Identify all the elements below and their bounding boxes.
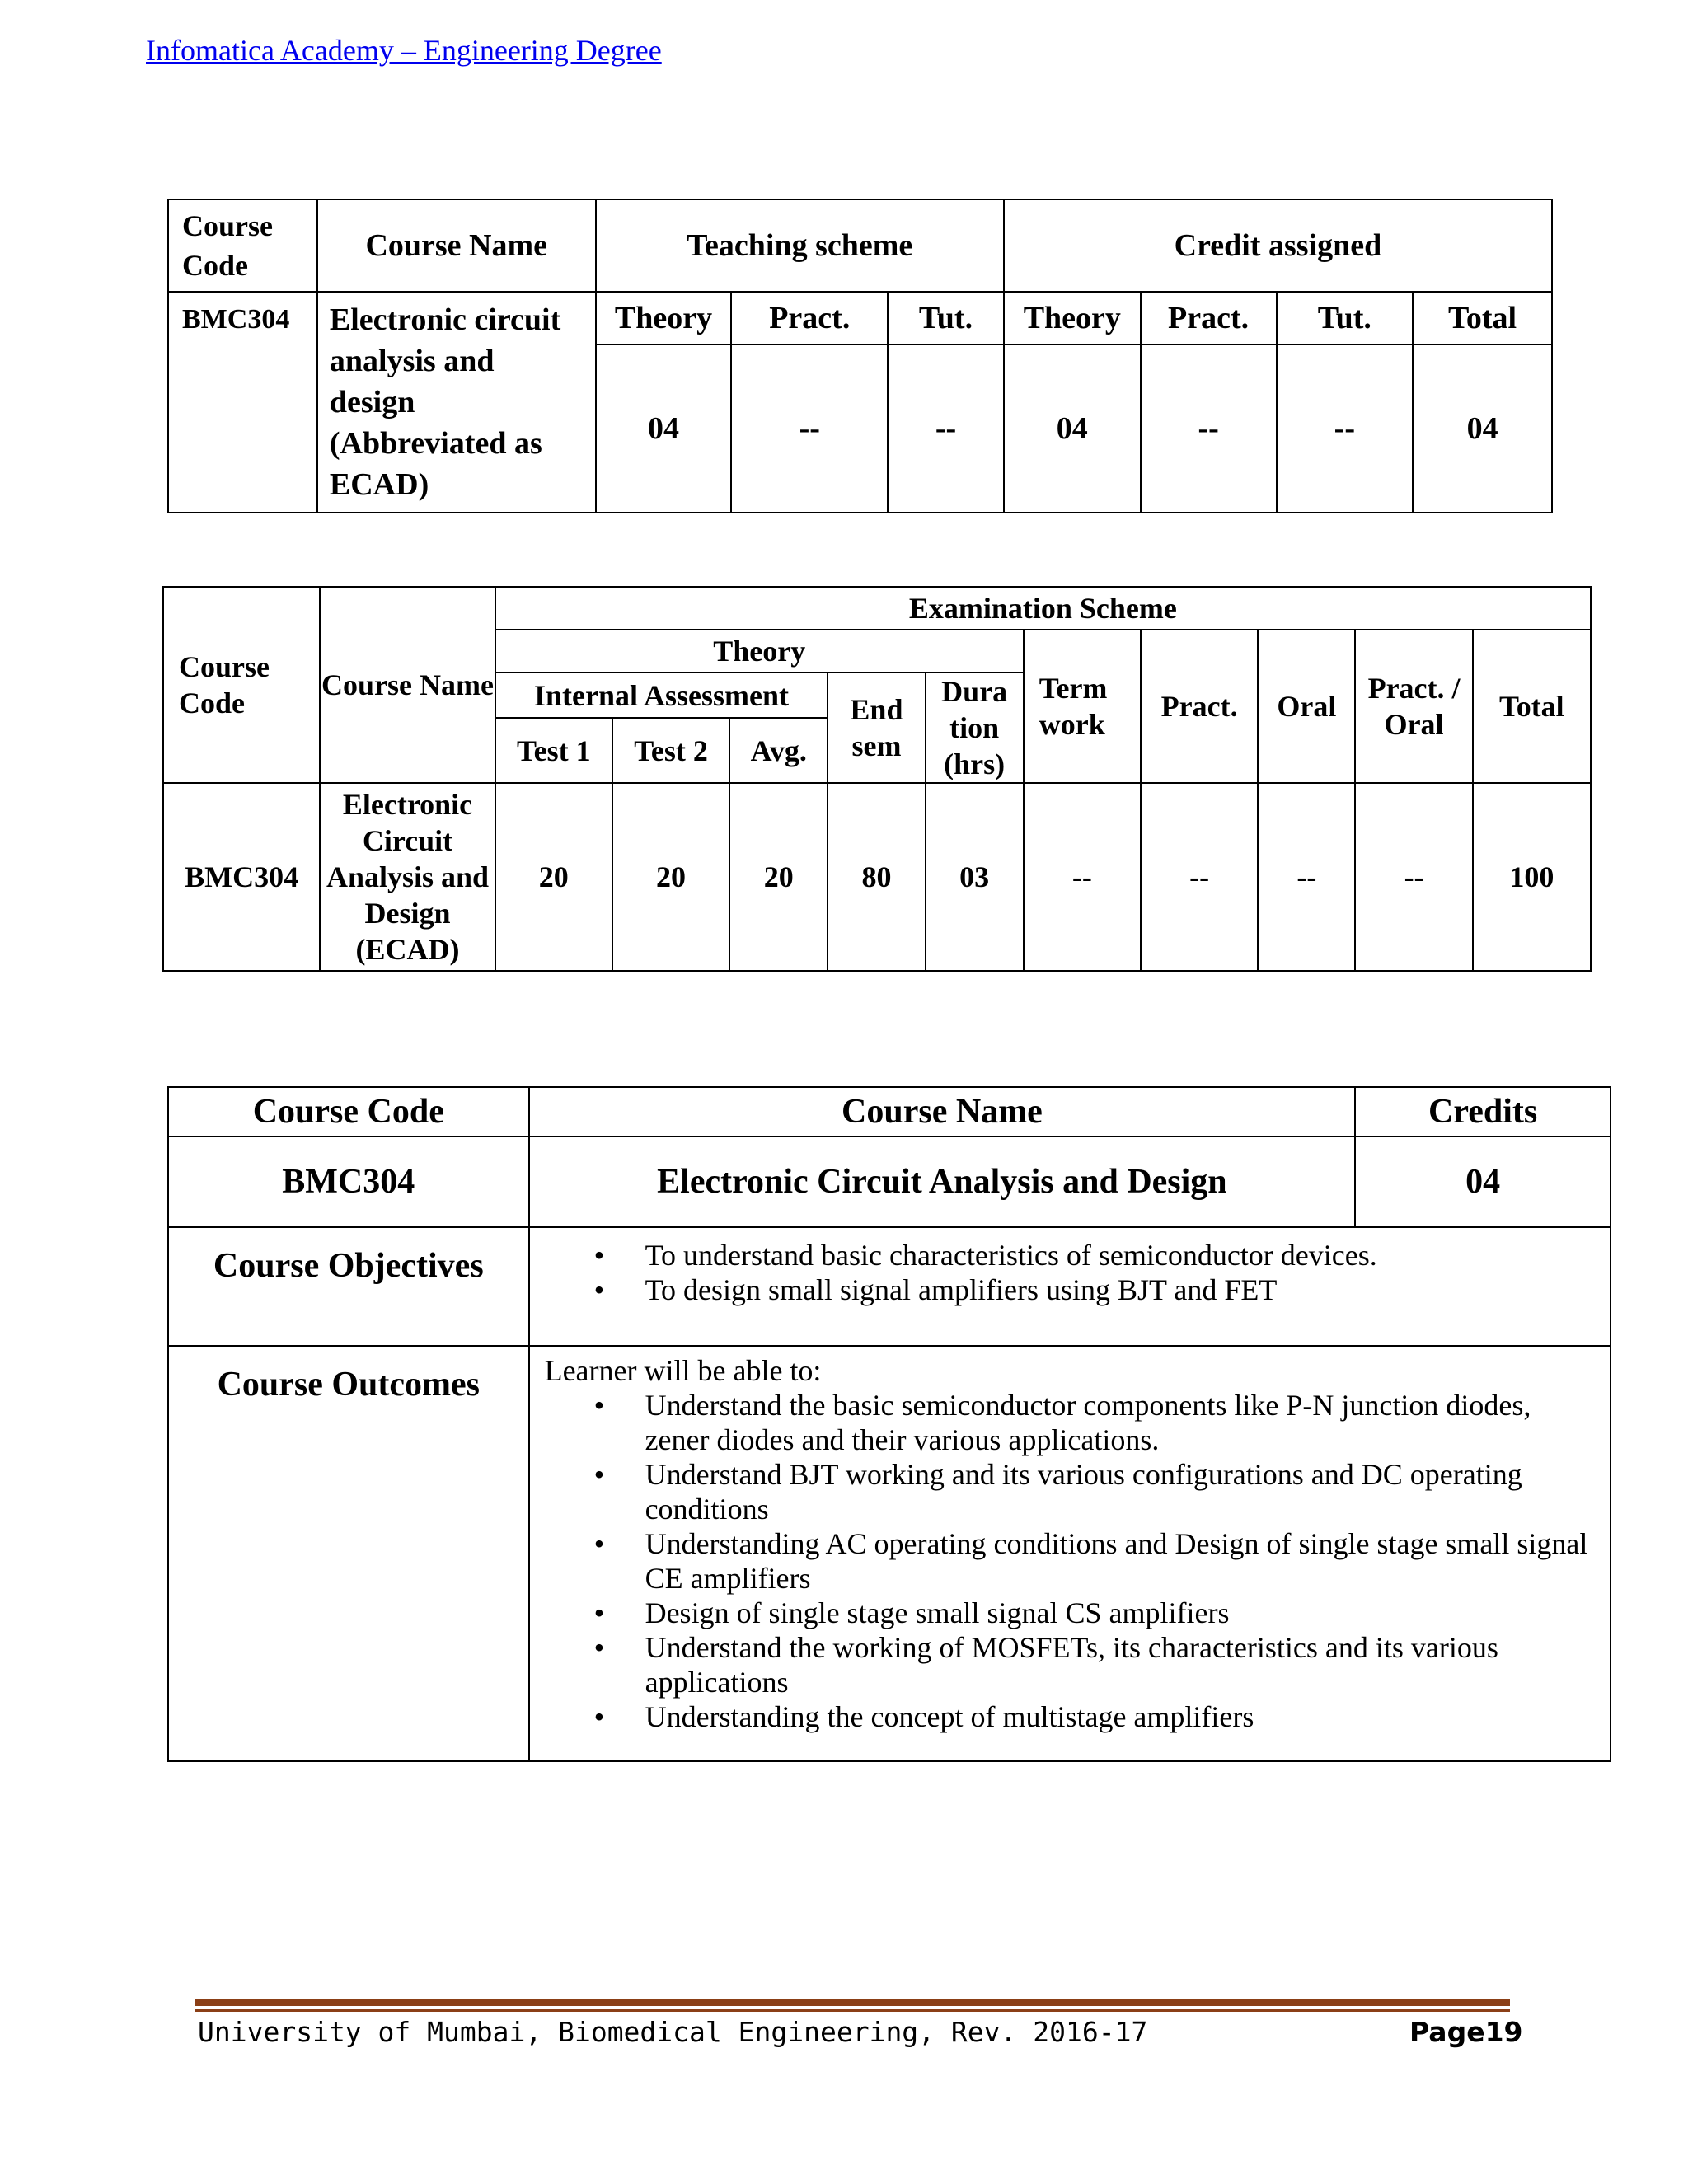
ca-theory-header: Theory [1004,292,1141,344]
ca-tut-header: Tut. [1277,292,1414,344]
outcome-item: • Understand BJT working and its various configurations and DC operating conditions [545,1457,1593,1526]
outcome-item: • Understanding the concept of multistage amplifiers [545,1699,1593,1734]
ts-theory-header: Theory [596,292,732,344]
credits-title: Credits [1355,1087,1611,1137]
page-number: 19 [1484,2016,1523,2048]
ts-tut-header: Tut. [888,292,1004,344]
ca-tut-value: -- [1277,344,1414,513]
duration-header: Dura tion (hrs) [926,673,1024,783]
exam-course-code-header: Course Code [163,587,320,783]
course-name-title: Course Name [529,1087,1356,1137]
ca-total-value: 04 [1413,344,1552,513]
ca-theory-value: 04 [1004,344,1141,513]
outcomes-intro: Learner will be able to: [544,1354,822,1387]
course-name-cell: Electronic circuit analysis and design (Abbreviated as ECAD) [317,292,596,513]
test1-value: 20 [495,783,612,971]
ca-total-header: Total [1413,292,1552,344]
end-sem-value: 80 [828,783,925,971]
theory-header: Theory [495,630,1024,673]
course-outline-table [167,1086,1611,1762]
term-work-value: -- [1024,783,1141,971]
objectives-list [545,1238,1593,1307]
course-outcomes-body [529,1346,1611,1761]
avg-header: Avg. [729,718,828,783]
pract-oral-header: Pract. / Oral [1355,630,1472,783]
header-link[interactable]: Infomatica Academy – Engineering Degree [146,34,662,67]
footer-text: University of Mumbai, Biomedical Engineering, Rev. 2016-17 [198,2016,1148,2048]
ts-tut-value: -- [888,344,1004,513]
test2-header: Test 2 [612,718,729,783]
end-sem-header: End sem [828,673,925,783]
outcomes-list [545,1388,1593,1734]
footer-rule-thick [195,1999,1510,2006]
test2-value: 20 [612,783,729,971]
internal-assessment-header: Internal Assessment [495,673,828,718]
objective-item: • To understand basic characteristics of semiconductor devices. [545,1238,1593,1272]
outcome-item: • Understand the basic semiconductor components like P-N junction diodes, zener diodes and their various applications. [545,1388,1593,1457]
pract-header: Pract. [1141,630,1258,783]
objective-item: • To design small signal amplifiers using BJT and FET [545,1272,1593,1307]
teaching-scheme-header: Teaching scheme [596,199,1004,292]
ca-pract-value: -- [1141,344,1277,513]
exam-total-value: 100 [1473,783,1591,971]
course-objectives-title: Course Objectives [168,1227,529,1346]
course-code-value: BMC304 [168,1137,529,1227]
ts-theory-value: 04 [596,344,732,513]
ts-pract-value: -- [731,344,888,513]
oral-value: -- [1258,783,1355,971]
ca-pract-header: Pract. [1141,292,1277,344]
examination-scheme-table [162,586,1592,972]
course-code-title: Course Code [168,1087,529,1137]
duration-value: 03 [926,783,1024,971]
credit-assigned-header: Credit assigned [1004,199,1552,292]
outcome-item: • Design of single stage small signal CS amplifiers [545,1596,1593,1630]
footer-page-number [1409,2016,1523,2048]
examination-scheme-header: Examination Scheme [495,587,1591,630]
outcome-item: • Understand the working of MOSFETs, its characteristics and its various applications [545,1630,1593,1699]
exam-course-code-cell: BMC304 [163,783,320,971]
test1-header: Test 1 [495,718,612,783]
pract-oral-value: -- [1355,783,1472,971]
course-outcomes-title: Course Outcomes [168,1346,529,1761]
exam-course-name-header: Course Name [320,587,495,783]
oral-header: Oral [1258,630,1355,783]
term-work-header: Term work [1024,630,1141,783]
pract-value: -- [1141,783,1258,971]
exam-course-name-cell: Electronic Circuit Analysis and Design (ECAD) [320,783,495,971]
credits-value: 04 [1355,1137,1611,1227]
teaching-scheme-table [167,199,1553,513]
course-name-header: Course Name [317,199,596,292]
outcome-item: • Understanding AC operating conditions and Design of single stage small signal CE amplifiers [545,1526,1593,1596]
course-code-header: Course Code [168,199,317,292]
course-code-cell: BMC304 [168,292,317,513]
avg-value: 20 [729,783,828,971]
footer-rule-thin [195,2009,1510,2012]
course-name-value: Electronic Circuit Analysis and Design [529,1137,1356,1227]
exam-total-header: Total [1473,630,1591,783]
page-label: Page [1409,2016,1485,2048]
ts-pract-header: Pract. [731,292,888,344]
course-objectives-body [529,1227,1611,1346]
